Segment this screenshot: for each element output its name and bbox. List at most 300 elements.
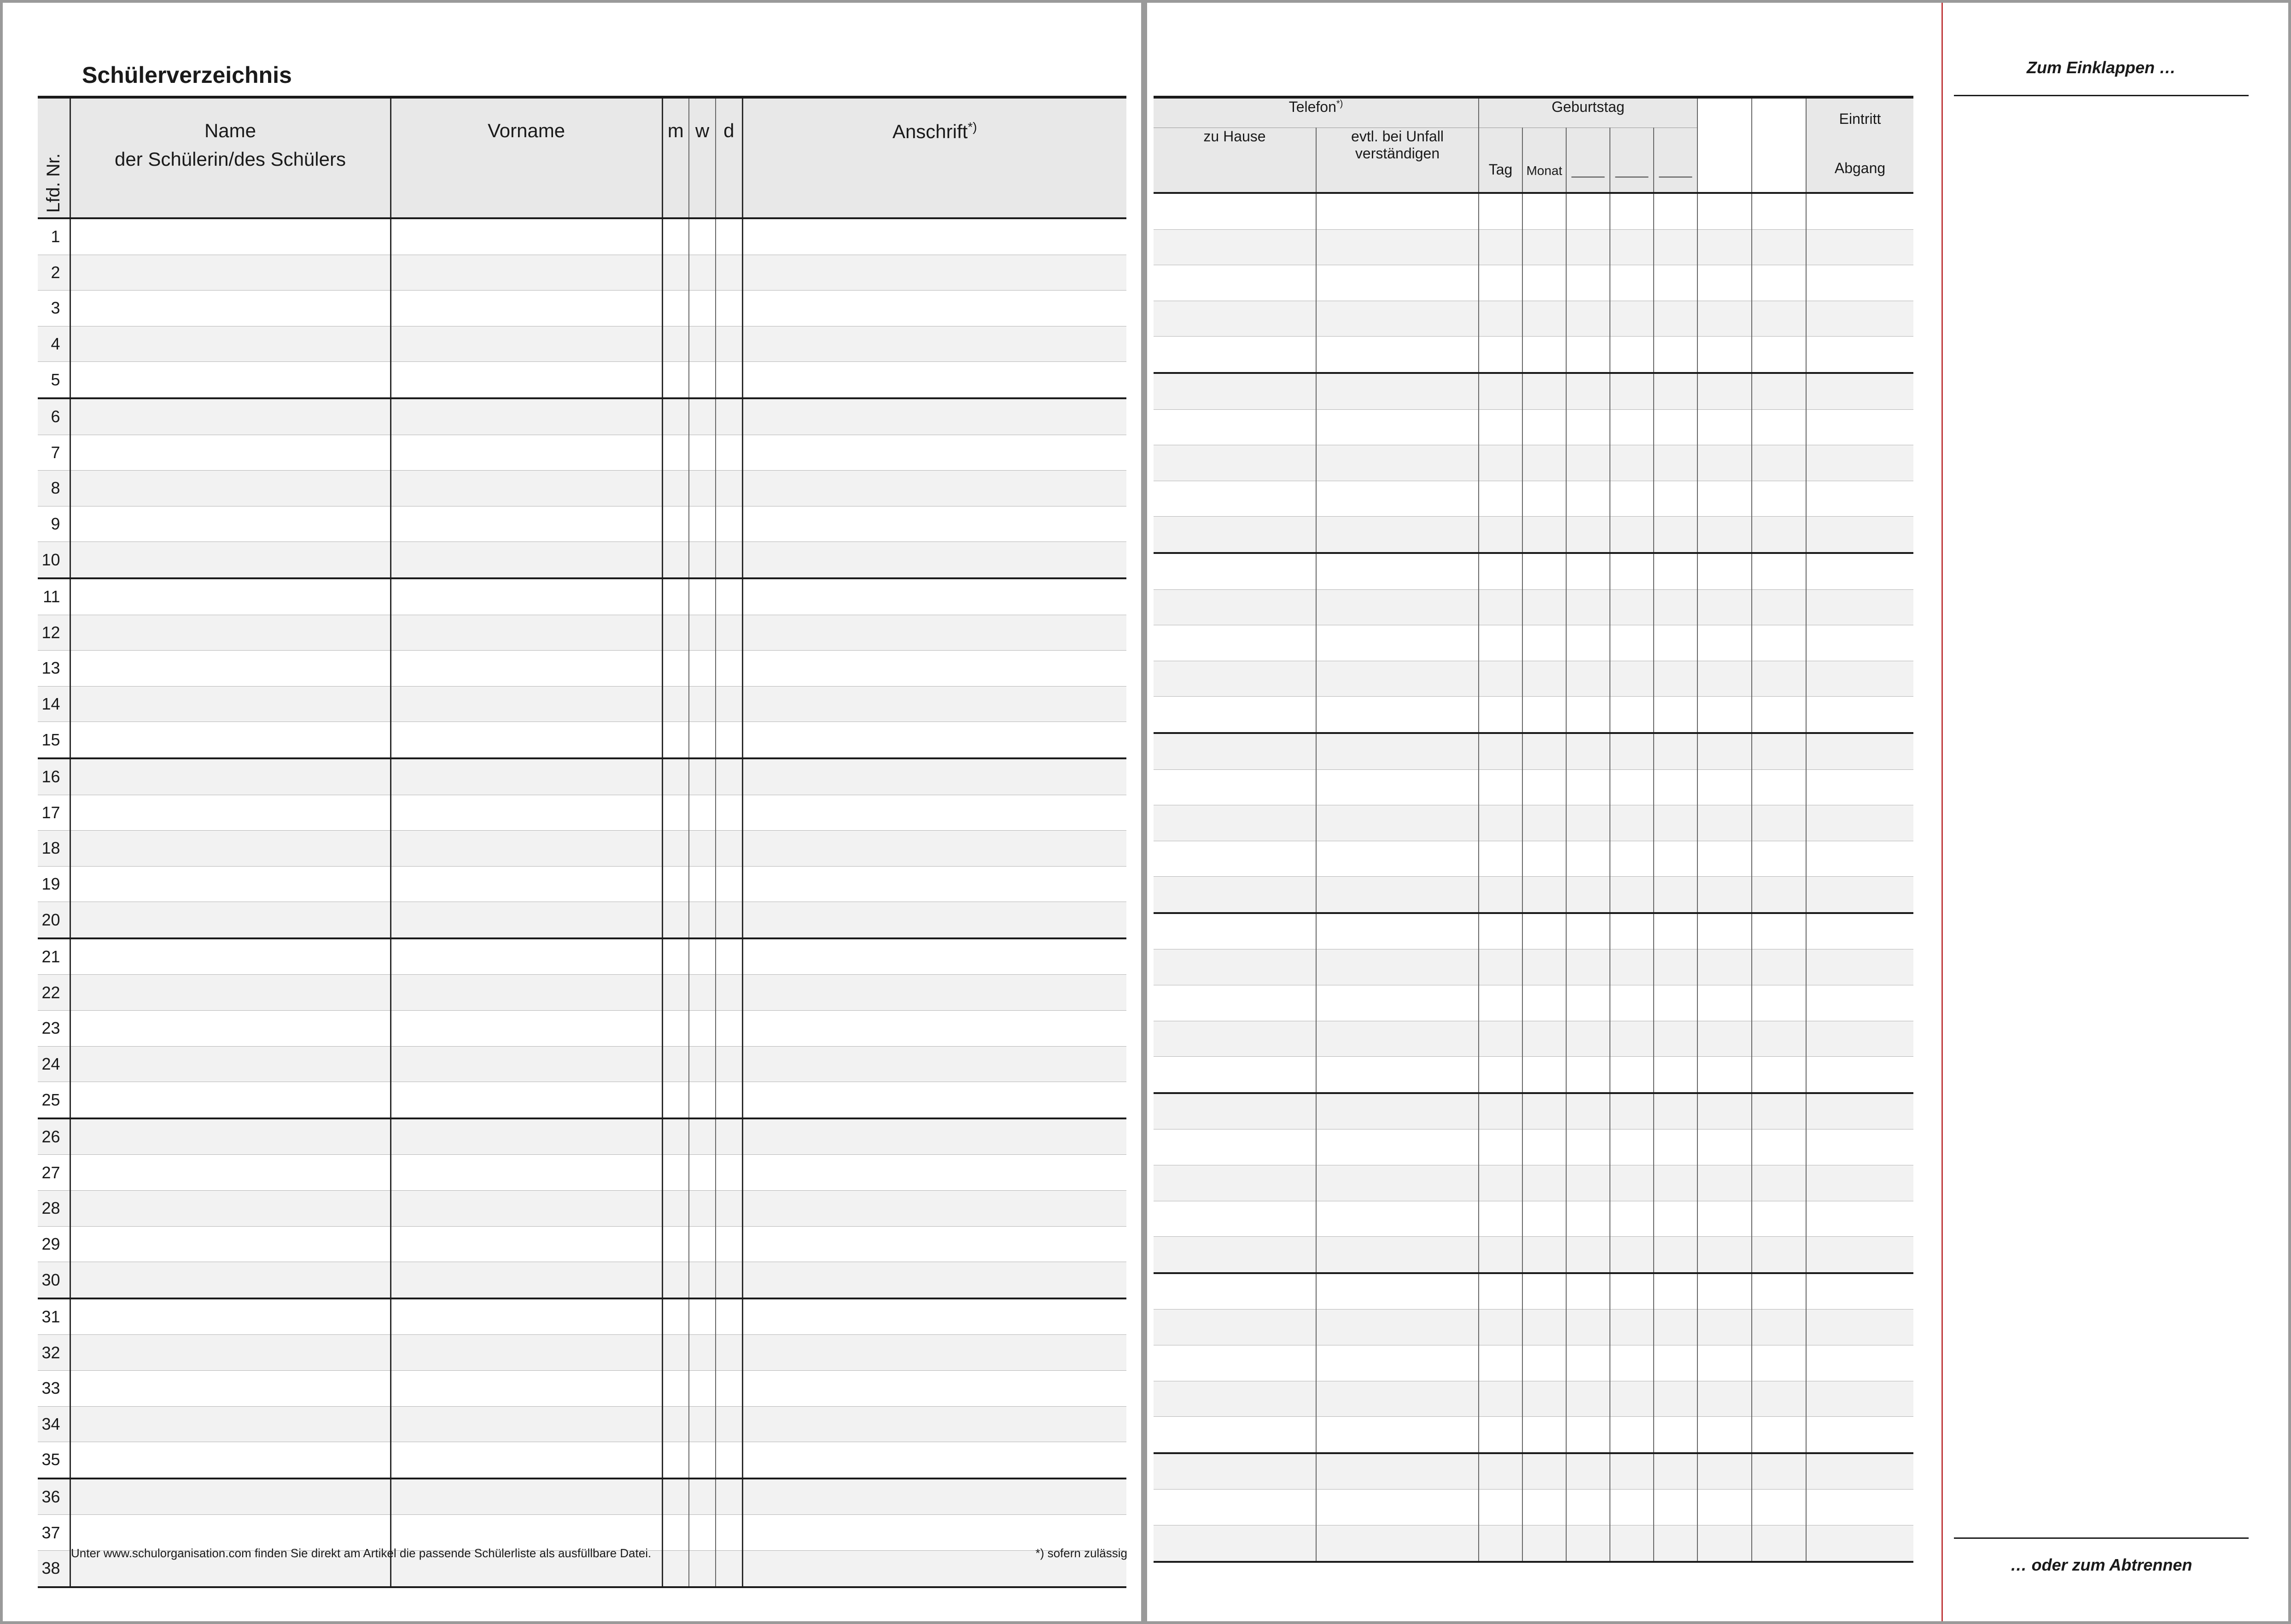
cell-unfall[interactable] [1316, 1201, 1479, 1237]
cell-blank3[interactable] [1654, 1417, 1697, 1453]
cell-unfall[interactable] [1316, 265, 1479, 301]
cell-anschrift[interactable] [742, 795, 1126, 831]
cell-w[interactable] [689, 902, 716, 938]
cell-zu-hause[interactable] [1154, 589, 1316, 625]
cell-anschrift[interactable] [742, 1515, 1126, 1551]
cell-zu-hause[interactable] [1154, 1021, 1316, 1057]
cell-eintritt-abgang[interactable] [1806, 337, 1913, 373]
cell-monat[interactable] [1522, 1093, 1566, 1129]
cell-eintritt-abgang[interactable] [1806, 1417, 1913, 1453]
cell-d[interactable] [716, 398, 742, 435]
cell-extra1[interactable] [1697, 409, 1752, 445]
cell-zu-hause[interactable] [1154, 301, 1316, 337]
cell-extra1[interactable] [1697, 517, 1752, 553]
cell-extra2[interactable] [1752, 373, 1806, 409]
cell-anschrift[interactable] [742, 722, 1126, 758]
cell-vorname[interactable] [391, 218, 662, 255]
cell-w[interactable] [689, 758, 716, 795]
cell-tag[interactable] [1479, 769, 1522, 805]
cell-extra2[interactable] [1752, 1093, 1806, 1129]
cell-monat[interactable] [1522, 877, 1566, 913]
cell-tag[interactable] [1479, 265, 1522, 301]
cell-monat[interactable] [1522, 985, 1566, 1021]
cell-eintritt-abgang[interactable] [1806, 877, 1913, 913]
cell-blank3[interactable] [1654, 1453, 1697, 1490]
cell-unfall[interactable] [1316, 1165, 1479, 1201]
cell-name[interactable] [70, 1515, 391, 1551]
cell-extra1[interactable] [1697, 1381, 1752, 1417]
cell-extra1[interactable] [1697, 805, 1752, 841]
cell-extra1[interactable] [1697, 553, 1752, 589]
cell-m[interactable] [662, 1442, 689, 1478]
cell-monat[interactable] [1522, 805, 1566, 841]
cell-vorname[interactable] [391, 1478, 662, 1515]
cell-name[interactable] [70, 435, 391, 471]
cell-d[interactable] [716, 902, 742, 938]
cell-blank3[interactable] [1654, 193, 1697, 229]
cell-blank2[interactable] [1610, 1381, 1654, 1417]
cell-vorname[interactable] [391, 1406, 662, 1442]
cell-blank1[interactable] [1566, 769, 1610, 805]
cell-blank3[interactable] [1654, 445, 1697, 481]
cell-blank3[interactable] [1654, 553, 1697, 589]
cell-extra1[interactable] [1697, 1525, 1752, 1561]
cell-monat[interactable] [1522, 1237, 1566, 1273]
cell-m[interactable] [662, 615, 689, 651]
cell-blank1[interactable] [1566, 1525, 1610, 1561]
cell-d[interactable] [716, 542, 742, 578]
cell-d[interactable] [716, 1262, 742, 1298]
cell-extra1[interactable] [1697, 1237, 1752, 1273]
cell-m[interactable] [662, 1515, 689, 1551]
cell-extra2[interactable] [1752, 949, 1806, 985]
cell-extra2[interactable] [1752, 553, 1806, 589]
cell-extra1[interactable] [1697, 445, 1752, 481]
cell-blank1[interactable] [1566, 1310, 1610, 1345]
cell-unfall[interactable] [1316, 1345, 1479, 1381]
cell-extra1[interactable] [1697, 589, 1752, 625]
cell-d[interactable] [716, 1011, 742, 1047]
cell-name[interactable] [70, 506, 391, 542]
cell-vorname[interactable] [391, 975, 662, 1011]
cell-eintritt-abgang[interactable] [1806, 1525, 1913, 1561]
cell-vorname[interactable] [391, 1011, 662, 1047]
cell-tag[interactable] [1479, 697, 1522, 733]
cell-blank3[interactable] [1654, 1525, 1697, 1561]
cell-tag[interactable] [1479, 913, 1522, 949]
cell-w[interactable] [689, 1262, 716, 1298]
cell-m[interactable] [662, 866, 689, 902]
cell-blank2[interactable] [1610, 661, 1654, 697]
cell-anschrift[interactable] [742, 938, 1126, 975]
cell-monat[interactable] [1522, 1165, 1566, 1201]
cell-eintritt-abgang[interactable] [1806, 1237, 1913, 1273]
cell-anschrift[interactable] [742, 1262, 1126, 1298]
cell-blank3[interactable] [1654, 1021, 1697, 1057]
cell-tag[interactable] [1479, 841, 1522, 877]
cell-blank3[interactable] [1654, 409, 1697, 445]
cell-d[interactable] [716, 1478, 742, 1515]
cell-anschrift[interactable] [742, 255, 1126, 291]
cell-extra2[interactable] [1752, 589, 1806, 625]
cell-tag[interactable] [1479, 1345, 1522, 1381]
cell-m[interactable] [662, 1478, 689, 1515]
cell-extra1[interactable] [1697, 1057, 1752, 1093]
cell-w[interactable] [689, 218, 716, 255]
cell-unfall[interactable] [1316, 229, 1479, 265]
cell-blank2[interactable] [1610, 1453, 1654, 1490]
cell-anschrift[interactable] [742, 615, 1126, 651]
cell-m[interactable] [662, 1118, 689, 1155]
cell-blank1[interactable] [1566, 553, 1610, 589]
cell-extra1[interactable] [1697, 1417, 1752, 1453]
cell-monat[interactable] [1522, 1129, 1566, 1165]
cell-zu-hause[interactable] [1154, 409, 1316, 445]
cell-blank1[interactable] [1566, 373, 1610, 409]
cell-vorname[interactable] [391, 722, 662, 758]
cell-anschrift[interactable] [742, 578, 1126, 615]
cell-unfall[interactable] [1316, 337, 1479, 373]
cell-d[interactable] [716, 615, 742, 651]
cell-blank3[interactable] [1654, 517, 1697, 553]
cell-anschrift[interactable] [742, 1226, 1126, 1262]
cell-blank2[interactable] [1610, 1201, 1654, 1237]
cell-extra1[interactable] [1697, 1345, 1752, 1381]
cell-extra1[interactable] [1697, 733, 1752, 769]
cell-d[interactable] [716, 758, 742, 795]
cell-name[interactable] [70, 1191, 391, 1227]
cell-anschrift[interactable] [742, 1046, 1126, 1082]
cell-m[interactable] [662, 938, 689, 975]
cell-blank2[interactable] [1610, 229, 1654, 265]
cell-zu-hause[interactable] [1154, 1273, 1316, 1310]
cell-blank3[interactable] [1654, 229, 1697, 265]
cell-extra2[interactable] [1752, 913, 1806, 949]
cell-monat[interactable] [1522, 589, 1566, 625]
cell-extra1[interactable] [1697, 1129, 1752, 1165]
cell-anschrift[interactable] [742, 506, 1126, 542]
cell-eintritt-abgang[interactable] [1806, 553, 1913, 589]
cell-d[interactable] [716, 218, 742, 255]
cell-blank3[interactable] [1654, 1201, 1697, 1237]
cell-unfall[interactable] [1316, 409, 1479, 445]
cell-zu-hause[interactable] [1154, 877, 1316, 913]
cell-monat[interactable] [1522, 229, 1566, 265]
cell-blank2[interactable] [1610, 841, 1654, 877]
cell-m[interactable] [662, 975, 689, 1011]
cell-blank1[interactable] [1566, 1093, 1610, 1129]
cell-blank1[interactable] [1566, 841, 1610, 877]
cell-eintritt-abgang[interactable] [1806, 1021, 1913, 1057]
cell-d[interactable] [716, 651, 742, 687]
cell-tag[interactable] [1479, 1417, 1522, 1453]
cell-vorname[interactable] [391, 758, 662, 795]
cell-unfall[interactable] [1316, 301, 1479, 337]
cell-vorname[interactable] [391, 1442, 662, 1478]
cell-w[interactable] [689, 866, 716, 902]
cell-w[interactable] [689, 1335, 716, 1371]
cell-name[interactable] [70, 291, 391, 326]
cell-tag[interactable] [1479, 589, 1522, 625]
cell-unfall[interactable] [1316, 877, 1479, 913]
cell-blank3[interactable] [1654, 301, 1697, 337]
cell-m[interactable] [662, 1406, 689, 1442]
cell-eintritt-abgang[interactable] [1806, 805, 1913, 841]
cell-monat[interactable] [1522, 265, 1566, 301]
cell-monat[interactable] [1522, 193, 1566, 229]
cell-vorname[interactable] [391, 1226, 662, 1262]
cell-eintritt-abgang[interactable] [1806, 373, 1913, 409]
cell-tag[interactable] [1479, 661, 1522, 697]
cell-monat[interactable] [1522, 553, 1566, 589]
cell-blank3[interactable] [1654, 1490, 1697, 1525]
cell-blank1[interactable] [1566, 337, 1610, 373]
cell-monat[interactable] [1522, 1201, 1566, 1237]
cell-anschrift[interactable] [742, 542, 1126, 578]
cell-eintritt-abgang[interactable] [1806, 625, 1913, 661]
cell-blank2[interactable] [1610, 625, 1654, 661]
cell-anschrift[interactable] [742, 1335, 1126, 1371]
cell-extra2[interactable] [1752, 805, 1806, 841]
cell-extra1[interactable] [1697, 1093, 1752, 1129]
cell-blank3[interactable] [1654, 1165, 1697, 1201]
cell-monat[interactable] [1522, 661, 1566, 697]
cell-unfall[interactable] [1316, 1525, 1479, 1561]
cell-d[interactable] [716, 1515, 742, 1551]
cell-tag[interactable] [1479, 1381, 1522, 1417]
cell-extra2[interactable] [1752, 1057, 1806, 1093]
cell-monat[interactable] [1522, 1345, 1566, 1381]
cell-unfall[interactable] [1316, 445, 1479, 481]
cell-monat[interactable] [1522, 1057, 1566, 1093]
cell-blank1[interactable] [1566, 1237, 1610, 1273]
cell-blank2[interactable] [1610, 1129, 1654, 1165]
cell-w[interactable] [689, 938, 716, 975]
cell-anschrift[interactable] [742, 1478, 1126, 1515]
cell-tag[interactable] [1479, 193, 1522, 229]
cell-anschrift[interactable] [742, 902, 1126, 938]
cell-extra1[interactable] [1697, 1201, 1752, 1237]
cell-anschrift[interactable] [742, 686, 1126, 722]
cell-name[interactable] [70, 975, 391, 1011]
cell-monat[interactable] [1522, 337, 1566, 373]
cell-monat[interactable] [1522, 517, 1566, 553]
cell-extra2[interactable] [1752, 1453, 1806, 1490]
cell-w[interactable] [689, 1298, 716, 1335]
cell-m[interactable] [662, 722, 689, 758]
cell-vorname[interactable] [391, 398, 662, 435]
cell-extra2[interactable] [1752, 1525, 1806, 1561]
cell-d[interactable] [716, 1550, 742, 1587]
cell-vorname[interactable] [391, 866, 662, 902]
cell-zu-hause[interactable] [1154, 1165, 1316, 1201]
cell-monat[interactable] [1522, 949, 1566, 985]
cell-name[interactable] [70, 1011, 391, 1047]
cell-eintritt-abgang[interactable] [1806, 1129, 1913, 1165]
cell-blank1[interactable] [1566, 1165, 1610, 1201]
cell-name[interactable] [70, 831, 391, 867]
cell-blank2[interactable] [1610, 1093, 1654, 1129]
cell-vorname[interactable] [391, 1298, 662, 1335]
cell-eintritt-abgang[interactable] [1806, 1453, 1913, 1490]
cell-monat[interactable] [1522, 409, 1566, 445]
cell-extra1[interactable] [1697, 193, 1752, 229]
cell-eintritt-abgang[interactable] [1806, 1310, 1913, 1345]
cell-unfall[interactable] [1316, 913, 1479, 949]
cell-extra1[interactable] [1697, 697, 1752, 733]
cell-m[interactable] [662, 1046, 689, 1082]
cell-eintritt-abgang[interactable] [1806, 301, 1913, 337]
cell-name[interactable] [70, 1335, 391, 1371]
cell-tag[interactable] [1479, 1057, 1522, 1093]
cell-blank2[interactable] [1610, 877, 1654, 913]
cell-blank2[interactable] [1610, 409, 1654, 445]
cell-tag[interactable] [1479, 1093, 1522, 1129]
cell-tag[interactable] [1479, 373, 1522, 409]
cell-extra2[interactable] [1752, 1345, 1806, 1381]
cell-name[interactable] [70, 866, 391, 902]
cell-unfall[interactable] [1316, 1273, 1479, 1310]
cell-tag[interactable] [1479, 1201, 1522, 1237]
cell-anschrift[interactable] [742, 291, 1126, 326]
cell-extra2[interactable] [1752, 877, 1806, 913]
cell-blank3[interactable] [1654, 661, 1697, 697]
cell-extra2[interactable] [1752, 697, 1806, 733]
cell-anschrift[interactable] [742, 1011, 1126, 1047]
cell-blank1[interactable] [1566, 481, 1610, 517]
cell-extra2[interactable] [1752, 1165, 1806, 1201]
cell-unfall[interactable] [1316, 985, 1479, 1021]
cell-blank2[interactable] [1610, 913, 1654, 949]
cell-d[interactable] [716, 1335, 742, 1371]
cell-anschrift[interactable] [742, 831, 1126, 867]
cell-vorname[interactable] [391, 1335, 662, 1371]
cell-eintritt-abgang[interactable] [1806, 841, 1913, 877]
cell-monat[interactable] [1522, 913, 1566, 949]
cell-w[interactable] [689, 1478, 716, 1515]
cell-vorname[interactable] [391, 506, 662, 542]
cell-blank2[interactable] [1610, 1417, 1654, 1453]
cell-d[interactable] [716, 291, 742, 326]
cell-unfall[interactable] [1316, 1381, 1479, 1417]
cell-extra2[interactable] [1752, 337, 1806, 373]
cell-blank3[interactable] [1654, 949, 1697, 985]
cell-zu-hause[interactable] [1154, 949, 1316, 985]
cell-extra1[interactable] [1697, 625, 1752, 661]
cell-blank1[interactable] [1566, 949, 1610, 985]
cell-name[interactable] [70, 1406, 391, 1442]
cell-d[interactable] [716, 471, 742, 506]
cell-extra2[interactable] [1752, 481, 1806, 517]
cell-tag[interactable] [1479, 1021, 1522, 1057]
cell-vorname[interactable] [391, 902, 662, 938]
cell-name[interactable] [70, 578, 391, 615]
cell-unfall[interactable] [1316, 1093, 1479, 1129]
cell-extra2[interactable] [1752, 769, 1806, 805]
cell-blank1[interactable] [1566, 805, 1610, 841]
cell-d[interactable] [716, 1155, 742, 1191]
cell-blank1[interactable] [1566, 265, 1610, 301]
cell-zu-hause[interactable] [1154, 1490, 1316, 1525]
cell-tag[interactable] [1479, 949, 1522, 985]
cell-eintritt-abgang[interactable] [1806, 1165, 1913, 1201]
cell-zu-hause[interactable] [1154, 913, 1316, 949]
cell-extra1[interactable] [1697, 985, 1752, 1021]
cell-blank1[interactable] [1566, 913, 1610, 949]
cell-blank1[interactable] [1566, 301, 1610, 337]
cell-name[interactable] [70, 1298, 391, 1335]
cell-extra2[interactable] [1752, 1490, 1806, 1525]
cell-extra2[interactable] [1752, 625, 1806, 661]
cell-blank1[interactable] [1566, 1021, 1610, 1057]
cell-tag[interactable] [1479, 517, 1522, 553]
cell-blank1[interactable] [1566, 1201, 1610, 1237]
cell-name[interactable] [70, 1118, 391, 1155]
cell-zu-hause[interactable] [1154, 1345, 1316, 1381]
cell-eintritt-abgang[interactable] [1806, 1273, 1913, 1310]
cell-extra1[interactable] [1697, 481, 1752, 517]
cell-vorname[interactable] [391, 471, 662, 506]
cell-zu-hause[interactable] [1154, 1201, 1316, 1237]
cell-m[interactable] [662, 1335, 689, 1371]
cell-monat[interactable] [1522, 445, 1566, 481]
cell-blank1[interactable] [1566, 1490, 1610, 1525]
cell-monat[interactable] [1522, 1381, 1566, 1417]
cell-blank2[interactable] [1610, 697, 1654, 733]
cell-blank1[interactable] [1566, 697, 1610, 733]
cell-blank3[interactable] [1654, 1093, 1697, 1129]
cell-blank2[interactable] [1610, 337, 1654, 373]
cell-unfall[interactable] [1316, 1453, 1479, 1490]
cell-name[interactable] [70, 1226, 391, 1262]
cell-tag[interactable] [1479, 553, 1522, 589]
cell-anschrift[interactable] [742, 1155, 1126, 1191]
cell-extra2[interactable] [1752, 1381, 1806, 1417]
cell-blank1[interactable] [1566, 985, 1610, 1021]
cell-zu-hause[interactable] [1154, 1129, 1316, 1165]
cell-eintritt-abgang[interactable] [1806, 589, 1913, 625]
cell-monat[interactable] [1522, 373, 1566, 409]
cell-blank1[interactable] [1566, 517, 1610, 553]
cell-w[interactable] [689, 291, 716, 326]
cell-unfall[interactable] [1316, 769, 1479, 805]
cell-monat[interactable] [1522, 769, 1566, 805]
cell-w[interactable] [689, 686, 716, 722]
cell-unfall[interactable] [1316, 1129, 1479, 1165]
cell-blank1[interactable] [1566, 1345, 1610, 1381]
cell-d[interactable] [716, 866, 742, 902]
cell-m[interactable] [662, 1226, 689, 1262]
cell-d[interactable] [716, 578, 742, 615]
cell-blank3[interactable] [1654, 1381, 1697, 1417]
cell-extra2[interactable] [1752, 1310, 1806, 1345]
cell-vorname[interactable] [391, 795, 662, 831]
cell-unfall[interactable] [1316, 697, 1479, 733]
cell-zu-hause[interactable] [1154, 1381, 1316, 1417]
cell-unfall[interactable] [1316, 1310, 1479, 1345]
cell-blank1[interactable] [1566, 733, 1610, 769]
cell-vorname[interactable] [391, 542, 662, 578]
cell-m[interactable] [662, 578, 689, 615]
cell-blank2[interactable] [1610, 553, 1654, 589]
cell-blank3[interactable] [1654, 265, 1697, 301]
cell-blank3[interactable] [1654, 877, 1697, 913]
cell-extra2[interactable] [1752, 517, 1806, 553]
cell-extra2[interactable] [1752, 841, 1806, 877]
cell-tag[interactable] [1479, 985, 1522, 1021]
cell-anschrift[interactable] [742, 1371, 1126, 1407]
cell-blank3[interactable] [1654, 625, 1697, 661]
